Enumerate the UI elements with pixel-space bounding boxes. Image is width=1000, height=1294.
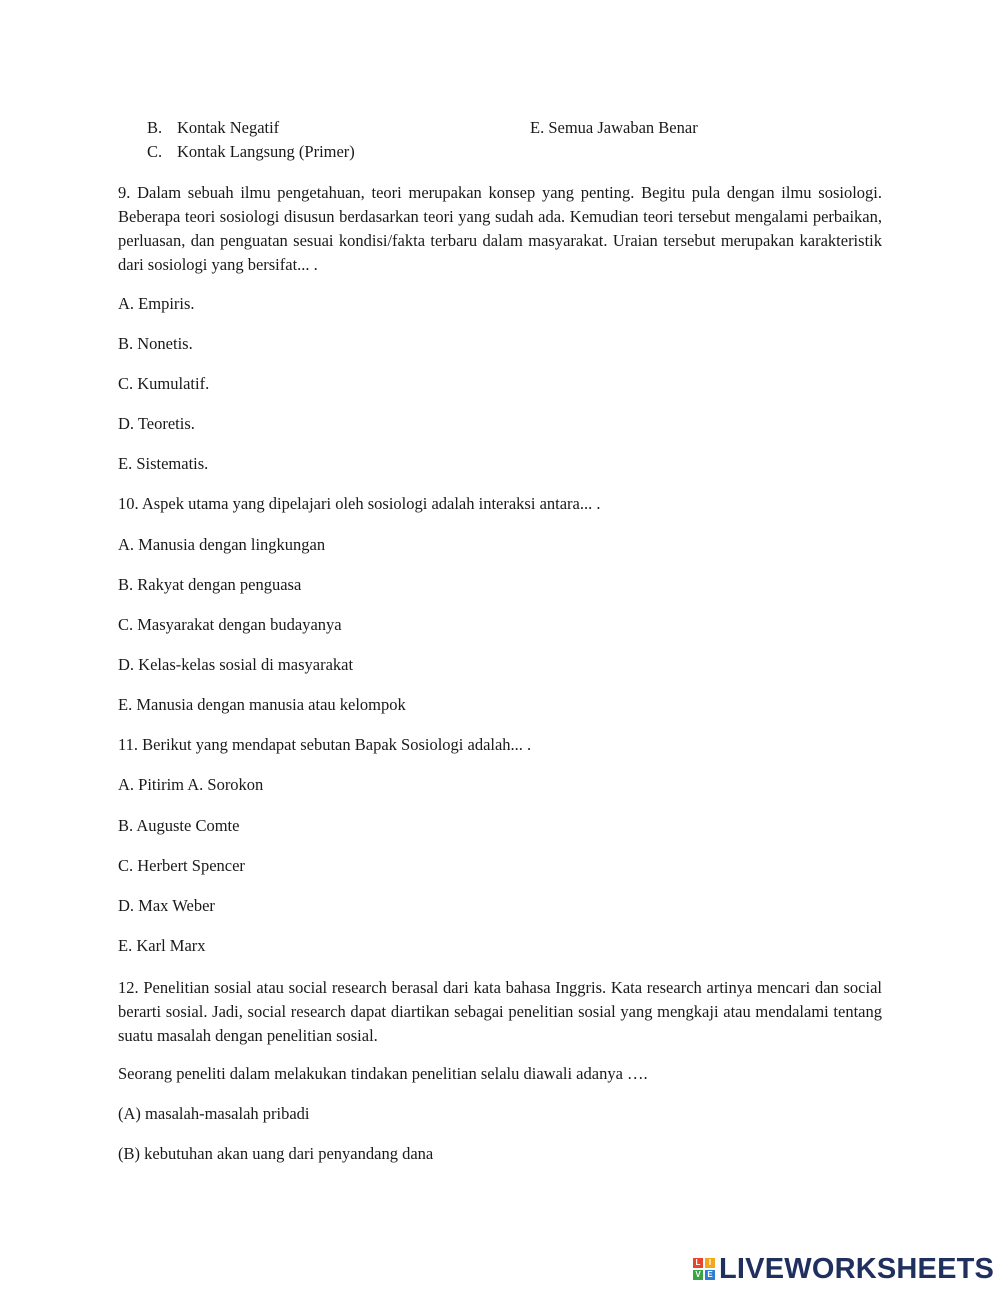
logo-tile-i: I	[705, 1258, 715, 1268]
question-10: 10. Aspek utama yang dipelajari oleh sosiologi adalah interaksi antara... .	[118, 494, 601, 513]
option-q11-d: D. Max Weber	[118, 896, 215, 915]
liveworksheets-logo[interactable]	[693, 1253, 994, 1285]
option-q10-b: B. Rakyat dengan penguasa	[118, 575, 302, 594]
option-q12-b: (B) kebutuhan akan uang dari penyandang dana	[118, 1144, 434, 1163]
option-q9-d: D. Teoretis.	[118, 414, 195, 433]
option-q8-c: C. Kontak Langsung (Primer)	[147, 142, 355, 161]
option-q8-e: E. Semua Jawaban Benar	[530, 118, 698, 137]
logo-tile-v: V	[693, 1270, 703, 1280]
option-q9-c: C. Kumulatif.	[118, 374, 210, 393]
question-11: 11. Berikut yang mendapat sebutan Bapak Sosiologi adalah... .	[118, 735, 532, 754]
option-q12-a: (A) masalah-masalah pribadi	[118, 1104, 310, 1123]
option-q9-b: B. Nonetis.	[118, 334, 193, 353]
option-q10-d: D. Kelas-kelas sosial di masyarakat	[118, 655, 354, 674]
option-q8-b: B. Kontak Negatif	[147, 118, 280, 137]
logo-text: LIVEWORKSHEETS	[719, 1252, 995, 1285]
option-q11-b: B. Auguste Comte	[118, 816, 240, 835]
question-9: 9. Dalam sebuah ilmu pengetahuan, teori merupakan konsep yang penting. Begitu pula dengan ilmu sosiologi. Beberapa teori sosiologi disusun berdasarkan teori yang sudah ada. Kemudian teori tersebut mengalami perbaikan, perluasan, dan penguatan sesuai kondisi/fakta terbaru dalam masyarakat. Uraian tersebut merupakan karakteristik dari sosiologi yang bersifat... .	[118, 183, 882, 274]
question-12: 12. Penelitian sosial atau social research berasal dari kata bahasa Inggris. Kata research artinya mencari dan social berarti sosial. Jadi, social research dapat diartikan sebagai penelitian sosial yang mengkaji atau mendalami tentang suatu masalah dengan penelitian sosial.	[118, 978, 882, 1045]
option-q10-e: E. Manusia dengan manusia atau kelompok	[118, 695, 406, 714]
option-q9-a: A. Empiris.	[118, 294, 195, 313]
option-q10-a: A. Manusia dengan lingkungan	[118, 535, 326, 554]
option-q11-a: A. Pitirim A. Sorokon	[118, 775, 264, 794]
question-12-prompt: Seorang peneliti dalam melakukan tindakan penelitian selalu diawali adanya ….	[118, 1064, 648, 1083]
option-q10-c: C. Masyarakat dengan budayanya	[118, 615, 342, 634]
logo-tile-l: L	[693, 1258, 703, 1268]
option-q11-c: C. Herbert Spencer	[118, 856, 245, 875]
option-q9-e: E. Sistematis.	[118, 454, 209, 473]
logo-tiles-icon	[693, 1258, 715, 1280]
logo-tile-e: E	[705, 1270, 715, 1280]
option-q11-e: E. Karl Marx	[118, 936, 206, 955]
